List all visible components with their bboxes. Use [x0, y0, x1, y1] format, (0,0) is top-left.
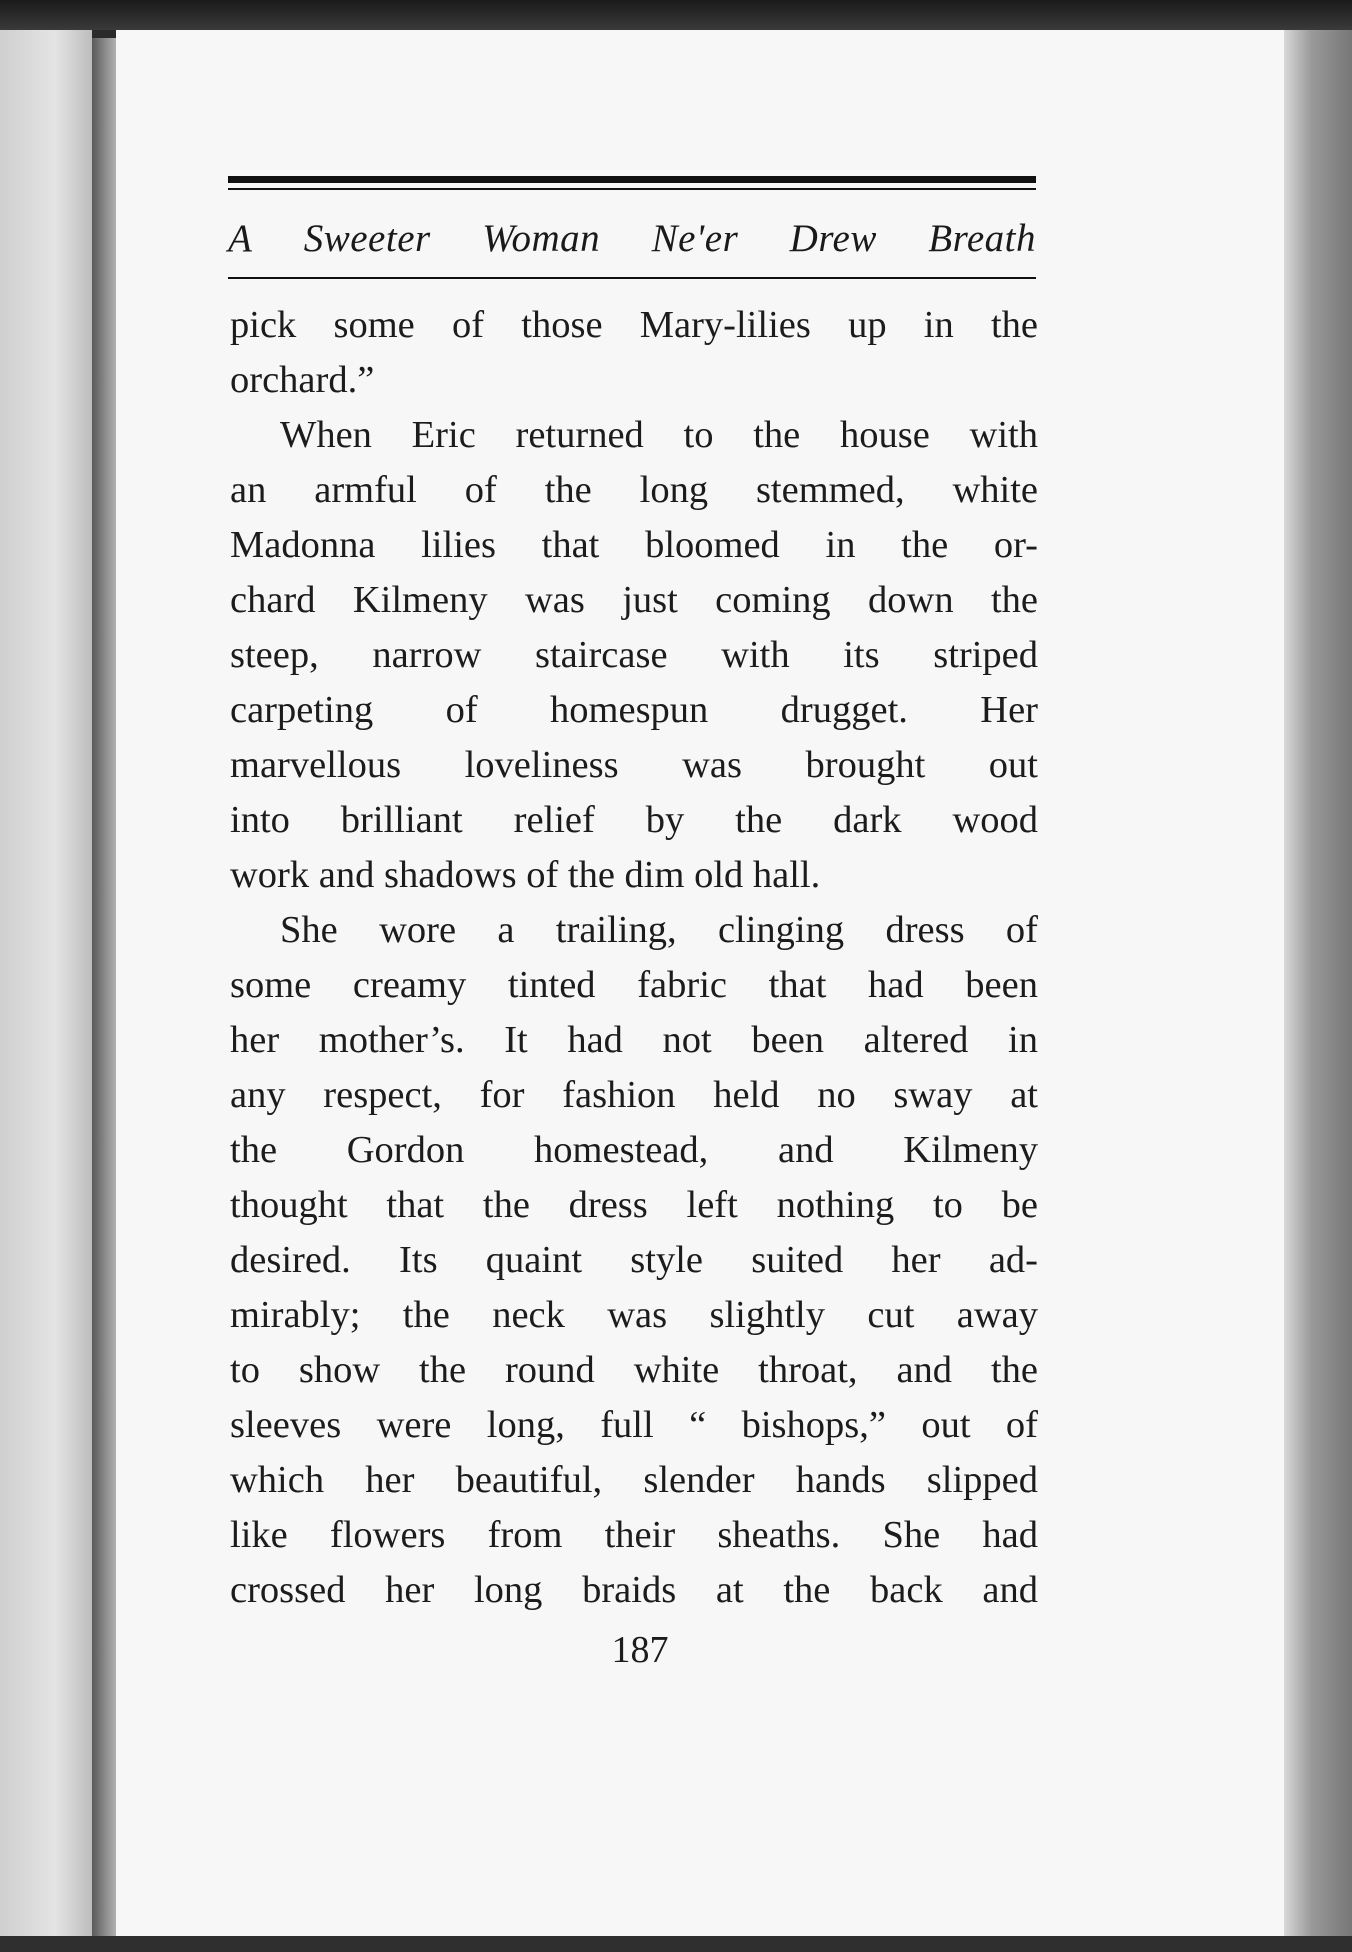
text-line: orchard.”: [230, 359, 375, 401]
text-line: to show the round white throat, and the: [230, 1349, 1038, 1391]
running-head-word: Ne'er: [651, 216, 739, 260]
text-line: like flowers from their sheaths. She had: [230, 1514, 1038, 1556]
text-line: She wore a trailing, clinging dress of: [280, 909, 1038, 951]
scan-top-border: [0, 0, 1352, 30]
text-line: When Eric returned to the house with: [280, 414, 1038, 456]
text-line: Madonna lilies that bloomed in the or-: [230, 524, 1038, 566]
text-line: the Gordon homestead, and Kilmeny: [230, 1129, 1038, 1171]
running-head-word: Breath: [928, 216, 1036, 260]
text-line: work and shadows of the dim old hall.: [230, 854, 821, 896]
text-line: desired. Its quaint style suited her ad-: [230, 1239, 1038, 1281]
text-line: her mother’s. It had not been altered in: [230, 1019, 1038, 1061]
text-line: into brilliant relief by the dark wood: [230, 799, 1038, 841]
body-text: [230, 298, 1038, 1618]
facing-page-edge: [0, 30, 92, 1952]
text-line: sleeves were long, full “ bishops,” out of: [230, 1404, 1038, 1446]
running-head-word: Sweeter: [303, 216, 431, 260]
text-line: marvellous loveliness was brought out: [230, 744, 1038, 786]
text-line: crossed her long braids at the back and: [230, 1569, 1038, 1611]
text-line: which her beautiful, slender hands slipped: [230, 1459, 1038, 1501]
text-line: thought that the dress left nothing to be: [230, 1184, 1038, 1226]
text-line: chard Kilmeny was just coming down the: [230, 579, 1038, 621]
running-head-word: A: [228, 216, 253, 260]
text-line: steep, narrow staircase with its striped: [230, 634, 1038, 676]
running-head-word: Drew: [789, 216, 877, 260]
text-line: any respect, for fashion held no sway at: [230, 1074, 1038, 1116]
book-gutter-shadow: [92, 38, 118, 1944]
page-number: 187: [611, 1629, 669, 1671]
page-stack-edge: [1284, 30, 1352, 1952]
text-line: an armful of the long stemmed, white: [230, 469, 1038, 511]
text-line: some creamy tinted fabric that had been: [230, 964, 1038, 1006]
running-head: [228, 208, 1036, 268]
text-line: pick some of those Mary-lilies up in the: [230, 304, 1038, 346]
text-line: mirably; the neck was slightly cut away: [230, 1294, 1038, 1336]
text-line: carpeting of homespun drugget. Her: [230, 689, 1038, 731]
running-head-word: Woman: [482, 216, 601, 260]
header-rule-thin-lower: [228, 277, 1036, 279]
scan-bottom-border: [0, 1936, 1352, 1952]
header-rule-thick: [228, 176, 1036, 183]
header-rule-thin-upper: [228, 188, 1036, 190]
